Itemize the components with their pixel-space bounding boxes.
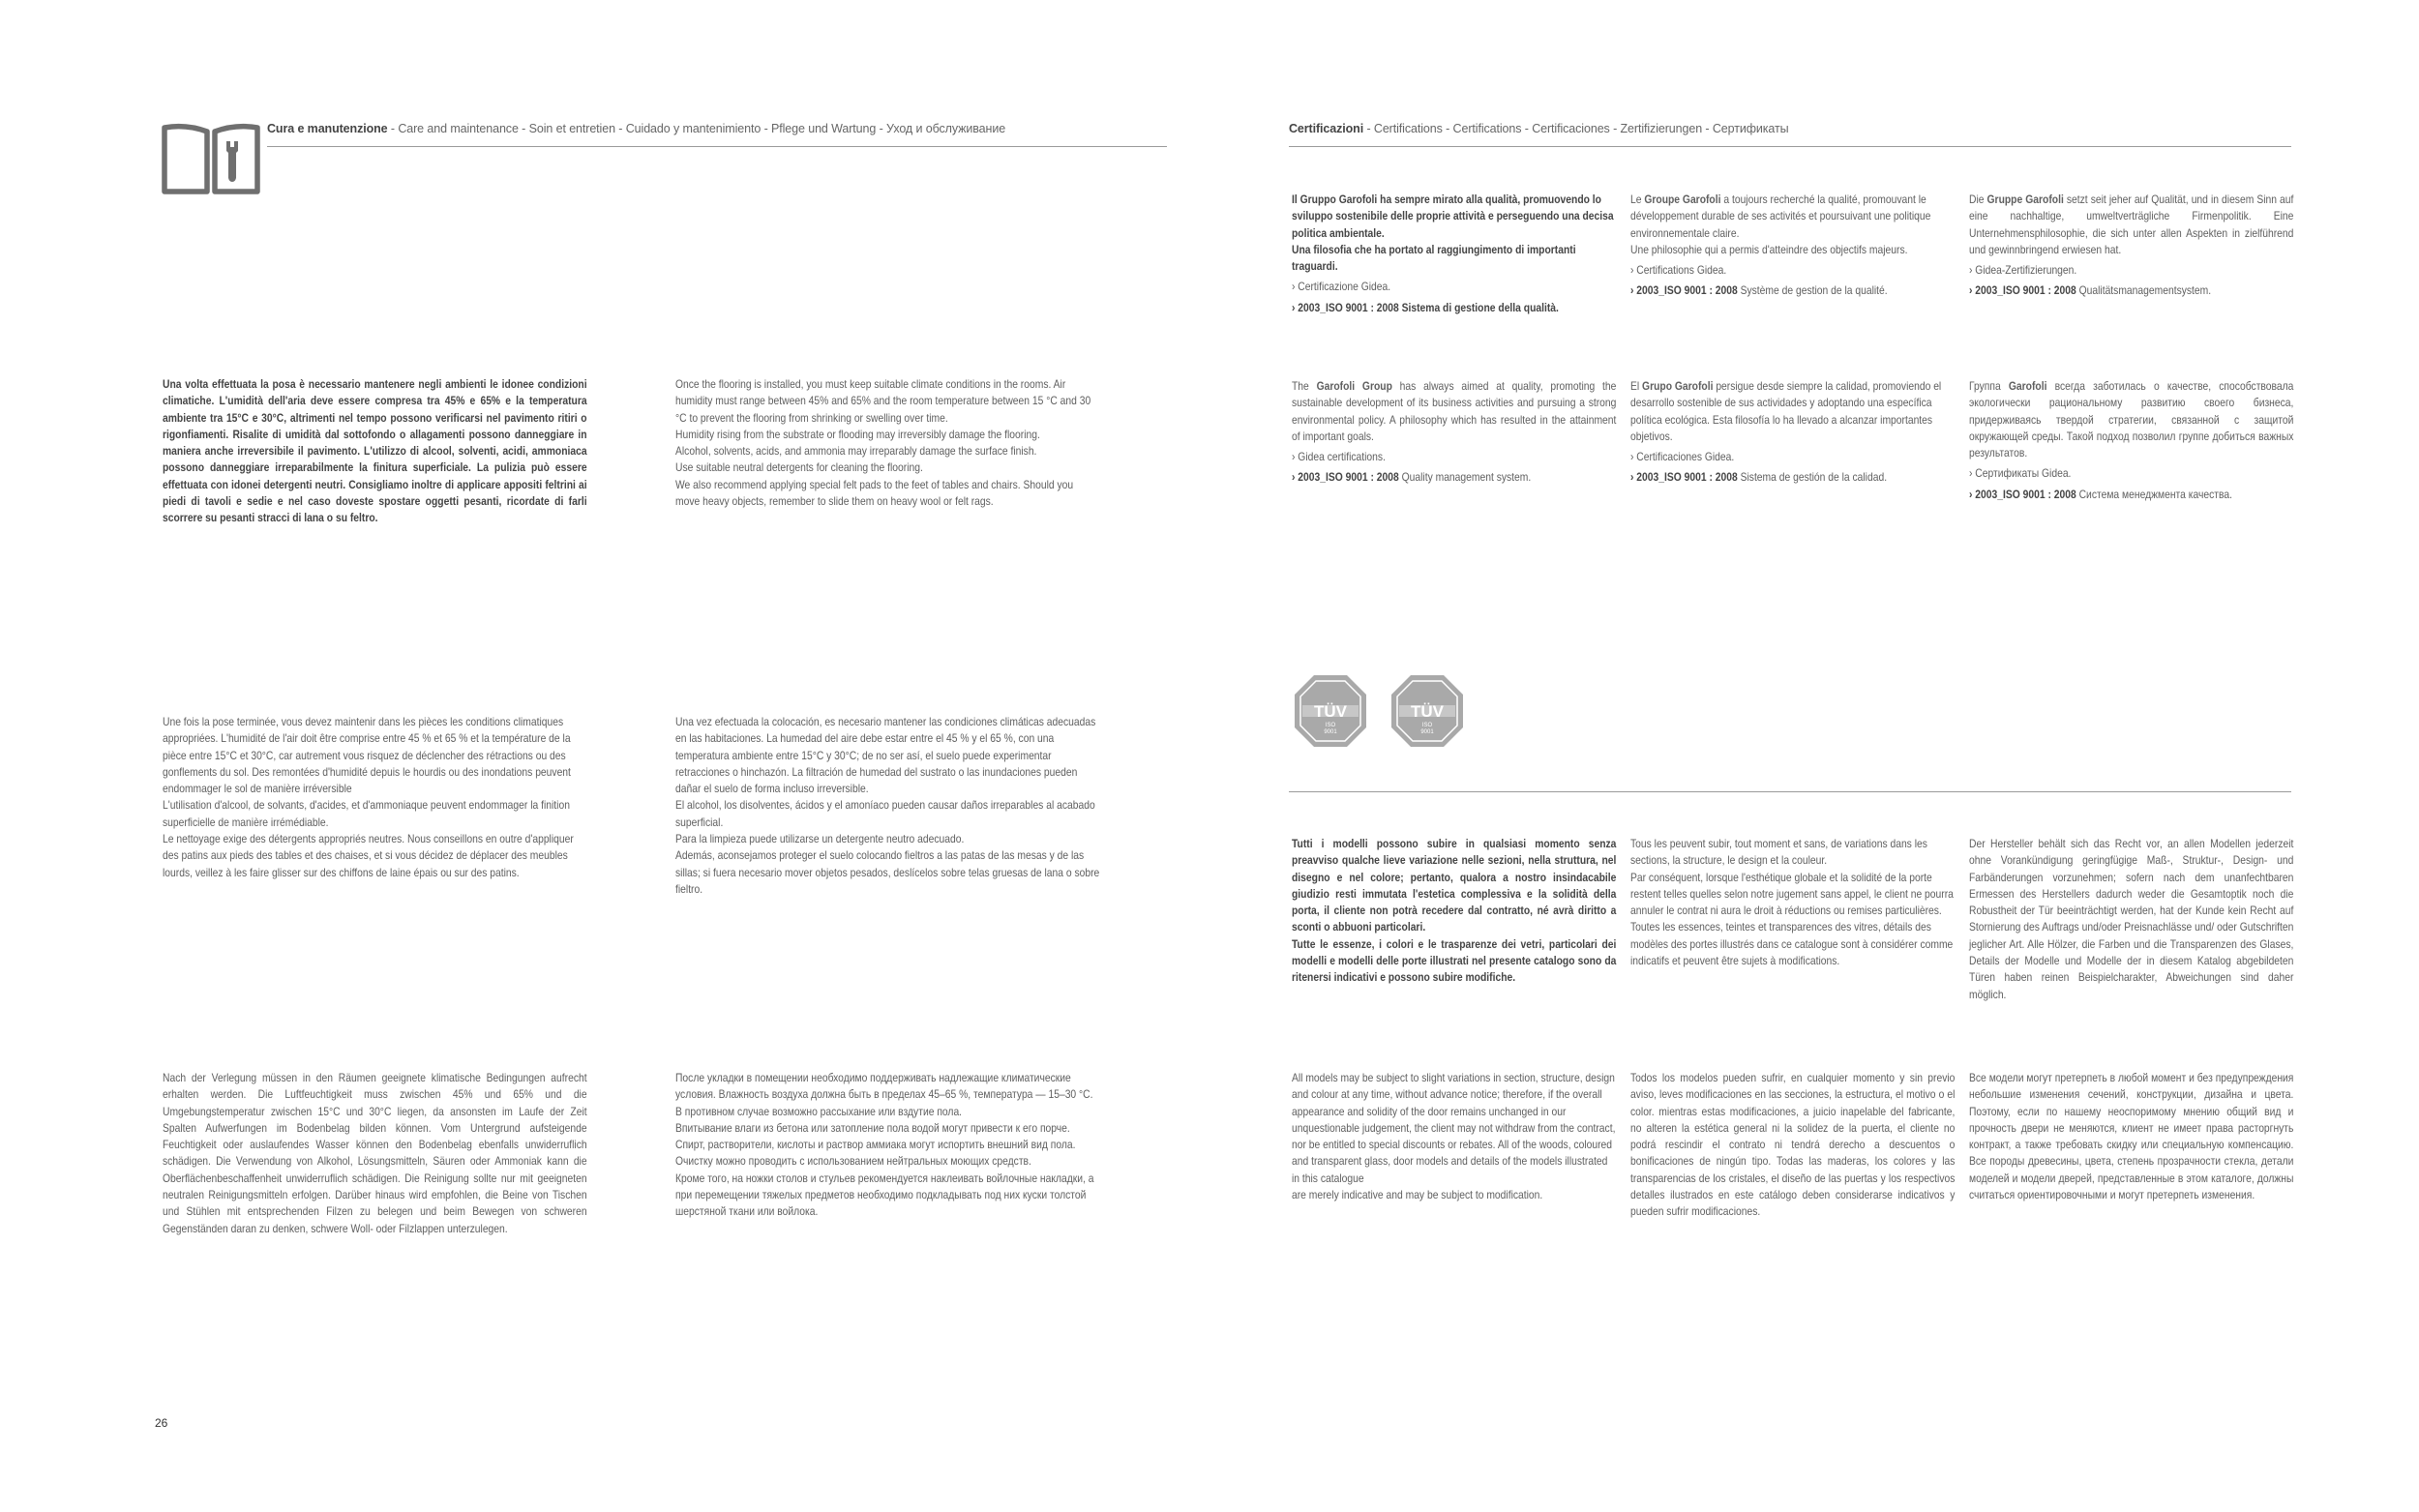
cert-text-ru: Группа Garofoli всегда заботилась о качестве, способствовала экологически рациональному развитию своего бизнеса, придерживаясь твердой стратегии, связанной с защитой окружающей среды. Такой подход позволил группе добиться важных результатов. › Сертификаты Gidea. › 2003_ISO 9001 : 2008 Система менеджмента качества. — [1969, 379, 2294, 501]
disclaimer-it: Tutti i modelli possono subire in qualsiasi momento senza preavviso qualche lieve variazione nelle sezioni, nella struttura, nel disegno e nel colore; pertanto, qualora a nostro insindacabile giudizio resti immutata l'estetica complessiva e la solidità della porta, il cliente non potrà recedere dal contratto, né avrà diritto a sconti o abbuoni particolari. Tutte le essenze, i colori e le trasparenze dei vetri, particolari dei modelli e modelli delle porte illustrati nel presente catalogo sono da ritenersi indicativi e possono subire modifiche. — [1292, 837, 1617, 985]
badge-mark: TÜV — [1411, 702, 1444, 721]
care-text-en: Once the flooring is installed, you must keep suitable climate conditions in the rooms. Air humidity must range between 45% and 65% and the room temperature between 15 °C and 30 °C to prevent the flooring from shrinking or swelling over time. Humidity rising from the substrate or flooding may irreversibly damage the flooring. Alcohol, solvents, acids, and ammonia may irreparably damage the surface finish. Use suitable neutral detergents for cleaning the flooring. We also recommend applying special felt pads to the feet of tables and chairs. Should you move heavy objects, remember to slide them on heavy wool or felt rags. — [675, 377, 1091, 509]
disclaimer-de: Der Hersteller behält sich das Recht vor, an allen Modellen jederzeit ohne Vorankündigung geringfügige Maß-, Struktur-, Design- und Farbänderungen vorzunehmen; sofern nach dem unanfechtbaren Ermessen des Herstellers dadurch weder die Gesamtoptik noch die Robustheit der Tür beeinträchtigt werden, hat der Kunde kein Recht auf Stornierung des Auftrags und/oder Preisnachlässe und/ oder Gutschriften jeglicher Art. Alle Hölzer, die Farben und die Transparenzen des Glases, Details der Modelle und Modelle der in diesem Katalog abgebildeten Türen haben reinen Beispielcharakter, Abweichungen sind daher möglich. — [1969, 837, 2294, 1001]
cert-text-es: El Grupo Garofoli persigue desde siempre la calidad, promoviendo el desarrollo sostenible de sus actividades y adoptando una específica política ecológica. Esta filosofía lo ha llevado a alcanzar importantes objetivos. › Certificaciones Gidea. › 2003_ISO 9001 : 2008 Sistema de gestión de la calidad. — [1630, 379, 1942, 485]
disclaimer-ru: Все модели могут претерпеть в любой момент и без предупреждения небольшие изменения сечений, конструкции, дизайна и цвета. Поэтому, если по нашему неоспоримому мнению общий вид и прочность двери не меняются, клиент не имеет права расторгнуть контракт, а также требовать скидку или специальную компенсацию. Все породы древесины, цвета, степень прозрачности стекла, детали моделей и модели дверей, представленные в этом каталоге, должны считаться ориентировочными и могут претерпеть изменения. — [1969, 1071, 2294, 1202]
care-text-it: Una volta effettuata la posa è necessario mantenere negli ambienti le idonee condizioni climatiche. L'umidità dell'aria deve essere compresa tra 45% e 65% e la temperatura ambiente tra 15°C e 30°C, altrimenti nel tempo possono verificarsi nel pavimento ritiri o rigonfiamenti. Risalite di umidità dal sottofondo o allagamenti possono danneggiare in maniera anche irreversibile il pavimento. L'utilizzo di alcool, solventi, acidi, ammoniaca possono danneggiare irreparabilmente la finitura superficiale. La pulizia può essere effettuata con idonei detergenti neutri. Consigliamo inoltre di applicare appositi feltrini ai piedi di tavoli e sedie e nel caso doveste spostare oggetti pesanti, ricordate di farli scorrere su pesanti stracci di lana o su feltro. — [163, 377, 587, 525]
maintenance-book-icon — [161, 122, 261, 200]
header-rule-left — [267, 146, 1167, 147]
cert-text-en: The Garofoli Group has always aimed at quality, promoting the sustainable development of its business activities and pursuing a strong environmental policy. A philosophy which has resulted in the attainment of important goals. › Gidea certifications. › 2003_ISO 9001 : 2008 Quality management system. — [1292, 379, 1617, 485]
section-header-care — [267, 122, 1005, 135]
care-text-fr: Une fois la pose terminée, vous devez maintenir dans les pièces les conditions climatiques appropriées. L'humidité de l'air doit être comprise entre 45 % et 65 % et la température de la pièce entre 15°C et 30°C, car autrement vous risquez de déclencher des rétractions ou des gonflements du sol. Des remontées d'humidité depuis le hourdis ou des inondations peuvent endommager le sol de manière irréversible L'utilisation d'alcool, de solvants, d'acides, et d'ammoniaque peuvent endommager la finition superficielle de manière irrémédiable. Le nettoyage exige des détergents appropriés neutres. Nous conseillons en outre d'appliquer des patins aux pieds des tables et des chaises, et si vous décidez de déplacer des meubles lourds, veillez à les faire glisser sur des chiffons de laine épais ou sur des patins. — [163, 715, 574, 879]
disclaimer-fr: Tous les peuvent subir, tout moment et sans, de variations dans les sections, la structure, le design et la couleur. Par conséquent, lorsque l'esthétique globale et la solidité de la porte restent telles quelles selon notre jugement sans appel, le client ne pourra annuler le contrat ni aura le droit à réductions ou remises particulières. Toutes les essences, teintes et transparences des vitres, détails des modèles des portes illustrés dans ce catalogue sont à considérer comme indicatifs et peuvent être sujets à modifications. — [1630, 837, 1954, 968]
badge-sub: ISO — [1325, 723, 1336, 728]
section-title: Certificazioni — [1289, 122, 1364, 135]
cert-text-it: Il Gruppo Garofoli ha sempre mirato alla qualità, promuovendo lo sviluppo sostenibile delle proprie attività e perseguendo una decisa politica ambientale. Una filosofia che ha portato al raggiungimento di importanti traguardi. › Certificazione Gidea. › 2003_ISO 9001 : 2008 Sistema di gestione della qualità. — [1292, 193, 1614, 314]
disclaimer-rule — [1289, 791, 2291, 792]
disclaimer-es: Todos los modelos pueden sufrir, en cualquier momento y sin previo aviso, leves modificaciones en las secciones, la estructura, el motivo o el color. mientras estas modificaciones, a juicio inapelable del fabricante, no alteren la estética general ni la solidez de la puerta, el cliente no podrá rescindir el contrato ni tendrá derecho a descuentos o bonificaciones de ningún tipo. Todas las maderas, los colores y las transparencias de los cristales, el diseño de las puertas y los respectivos detalles ilustrados en este catálogo deben considerarse indicativos y pueden sufrir modificaciones. — [1630, 1071, 1956, 1219]
section-subtitle: - Certifications - Certifications - Certificaciones - Zertifizierungen - Сертификаты — [1363, 122, 1789, 135]
badge-mark: TÜV — [1314, 702, 1347, 721]
care-text-es: Una vez efectuada la colocación, es necesario mantener las condiciones climáticas adecuadas en las habitaciones. La humedad del aire debe estar entre el 45 % y el 65 %, con una temperatura ambiente entre 15°C y 30°C; de no ser así, el suelo puede experimentar retracciones o hinchazón. La filtración de humedad del sustrato o las inundaciones pueden dañar el suelo de forma incluso irreversible. El alcohol, los disolventes, ácidos y el amoníaco pueden causar daños irreparables al acabado superficial. Para la limpieza puede utilizarse un detergente neutro adecuado. Además, aconsejamos proteger el suelo colocando fieltros a las patas de las mesas y de las sillas; si fuera necesario mover objetos pesados, deslícelos sobre telas gruesas de lana o sobre fieltro. — [675, 715, 1100, 896]
tuv-certification-badge — [1293, 673, 1368, 749]
tuv-certification-badge — [1389, 673, 1465, 749]
section-title: Cura e manutenzione — [267, 122, 388, 135]
page-number: 26 — [155, 1416, 168, 1430]
cert-text-de: Die Gruppe Garofoli setzt seit jeher auf Qualität, und in diesem Sinn auf eine nachhaltige, umweltverträgliche Firmenpolitik. Eine Unternehmensphilosophie, die sich unter allen Aspekten in zielführend und gewinnbringend erwiesen hat. › Gidea-Zertifizierungen. › 2003_ISO 9001 : 2008 Qualitätsmanagementsystem. — [1969, 193, 2294, 298]
badge-code: 9001 — [1324, 729, 1337, 735]
care-text-ru: После укладки в помещении необходимо поддерживать надлежащие климатические условия. Влажность воздуха должна быть в пределах 45–65 %, температура — 15–30 °C. В противном случае возможно рассыхание или вздутие пола. Впитывание влаги из бетона или затопление пола водой могут привести к его порче. Спирт, растворители, кислоты и раствор аммиака могут испортить внешний вид пола. Очистку можно проводить с использованием нейтральных моющих средств. Кроме того, на ножки столов и стульев рекомендуется наклеивать войлочные накладки, а при перемещении тяжелых предметов необходимо подкладывать под них куски толстой шерстяной ткани или войлока. — [675, 1071, 1094, 1219]
badge-code: 9001 — [1420, 729, 1434, 735]
badge-sub: ISO — [1421, 723, 1433, 728]
header-rule-right — [1289, 146, 2291, 147]
cert-text-fr: Le Groupe Garofoli a toujours recherché la qualité, promouvant le développement durable de ses activités et poursuivant une politique environnementale claire. Une philosophie qui a permis d'atteindre des objectifs majeurs. › Certifications Gidea. › 2003_ISO 9001 : 2008 Système de gestion de la qualité. — [1630, 193, 1931, 298]
section-subtitle: - Care and maintenance - Soin et entretien - Cuidado y mantenimiento - Pflege und Wartung - Уход и обслуживание — [387, 122, 1006, 135]
care-text-de: Nach der Verlegung müssen in den Räumen geeignete klimatische Bedingungen aufrecht erhalten werden. Die Luftfeuchtigkeit muss zwischen 45% und 65% und die Umgebungstemperatur zwischen 15°C und 30°C liegen, da ansonsten im Laufe der Zeit Spalten Aufwerfungen im Bodenbelag bilden können. Vom Untergrund aufsteigende Feuchtigkeit oder auslaufendes Wasser können den Bodenbelag ebenfalls unwiderruflich schädigen. Die Verwendung von Alkohol, Lösungsmitteln, Säuren oder Ammoniak kann die Oberflächenbeschaffenheit unwiderruflich schädigen. Die Reinigung sollte nur mit geeigneten neutralen Reinigungsmitteln erfolgen. Darüber hinaus wird empfohlen, die Beine von Tischen und Stühlen mit entsprechenden Filzen zu belegen und beim Bewegen von schweren Gegenständen daran zu denken, schwere Woll- oder Filzlappen unterzulegen. — [163, 1071, 587, 1235]
disclaimer-en: All models may be subject to slight variations in section, structure, design and colour at any time, without advance notice; therefore, if the overall appearance and solidity of the door remains unchanged in our unquestionable judgement, the client may not withdraw from the contract, nor be entitled to special discounts or rebates. All of the woods, coloured and transparent glass, door models and details of the models illustrated in this catalogue are merely indicative and may be subject to modification. — [1292, 1071, 1616, 1202]
section-header-certifications — [1289, 122, 1789, 135]
